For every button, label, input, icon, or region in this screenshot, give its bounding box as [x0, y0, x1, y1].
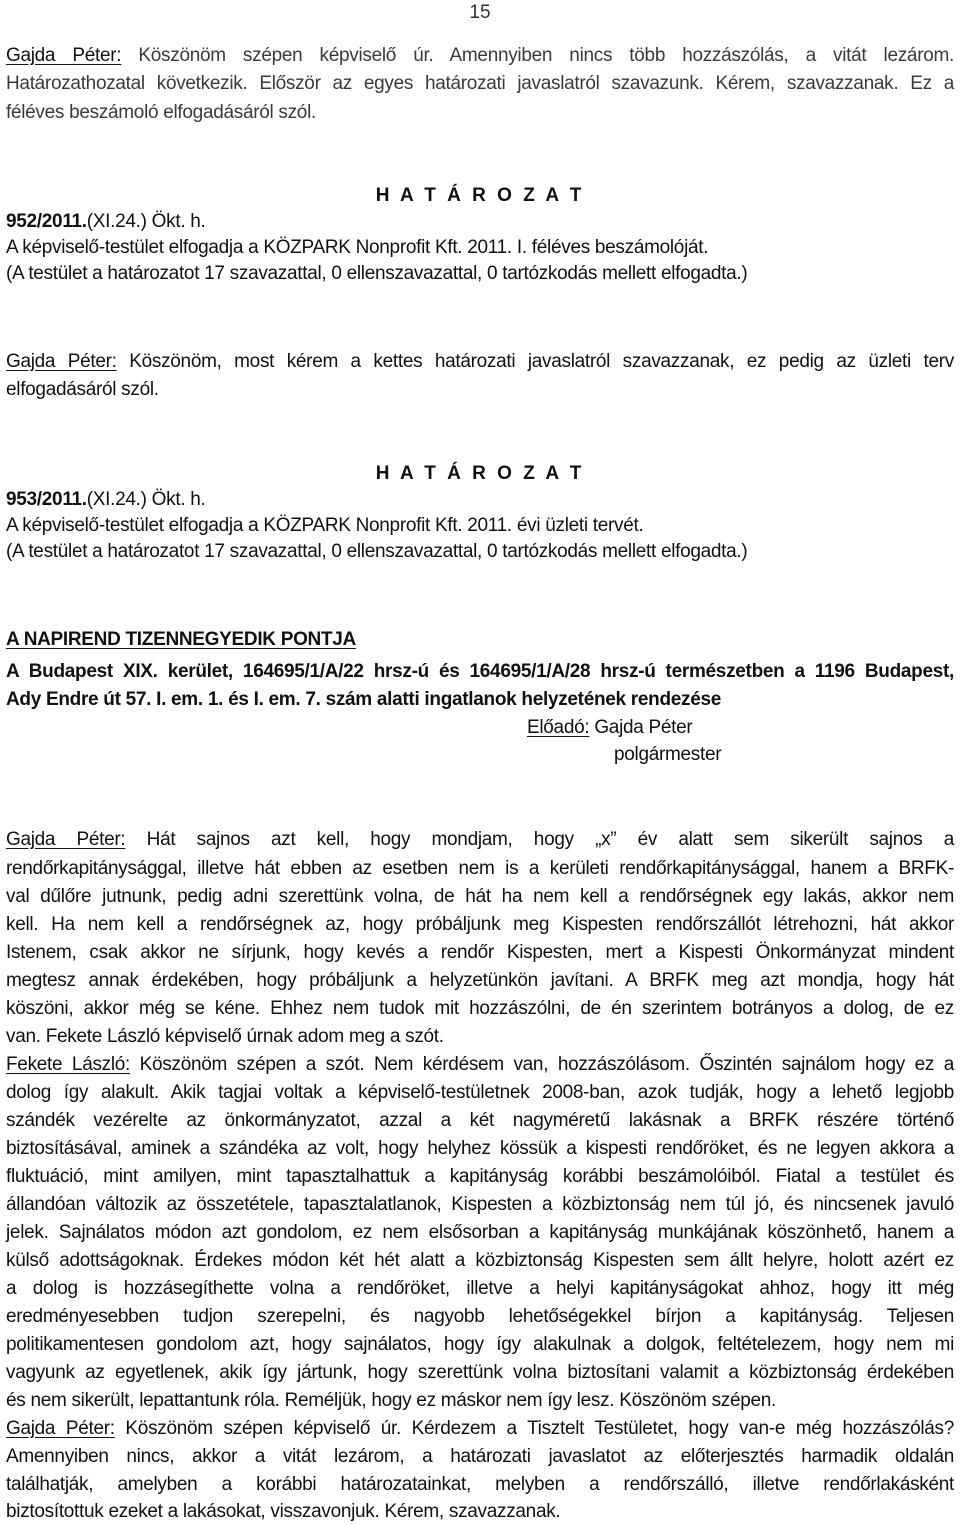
- page-number: 15: [469, 2, 491, 23]
- paragraph-line: szándék vezérelte az önkormányzatot, azzal a két nagyméretű lakásnak a BRFK részére történő: [6, 1110, 954, 1131]
- paragraph-line: elfogadásáról szól.: [6, 379, 159, 400]
- agenda-subject: A Budapest XIX. kerület, 164695/1/A/22 hrsz-ú és 164695/1/A/28 hrsz-ú természetben a 1196 Budapest,: [6, 661, 954, 682]
- speaker-name: Gajda Péter:: [6, 351, 117, 372]
- resolution-number: [6, 488, 954, 512]
- paragraph-line: köszöni, akkor még se kéne. Ehhez nem tudok mit hozzászólni, de én szerintem botrányos a dolog, de ez: [6, 998, 954, 1019]
- paragraph-line: van. Fekete László képviselő úrnak adom meg a szót.: [6, 1026, 444, 1047]
- paragraph-line: Istenem, csak akkor ne sírjunk, hogy kevés a rendőr Kispesten, mert a Kispesti Önkormányzat mindent: [6, 942, 954, 963]
- resolution-heading: H A T Á R O Z A T: [375, 185, 585, 206]
- paragraph-line: dolog így alakult. Akik tagjai voltak a képviselő-testületnek 2008-ban, azok tudják, hogy a lehető legjobb: [6, 1082, 954, 1103]
- paragraph-line: rendőrkapitánysággal, illetve hát ebben az esetben nem is a kerületi rendőrkapitánysággal, hanem a BRFK-: [6, 858, 954, 879]
- paragraph-line: politikamentesen gondolom azt, hogy sajnálatos, hogy így alakulnak a dolgok, feltételezem, hogy nem mi: [6, 1334, 954, 1355]
- resolution-number-main: 952/2011.: [6, 211, 87, 232]
- agenda-title: [6, 628, 954, 652]
- resolution-vote: (A testület a határozatot 17 szavazattal, 0 ellenszavazattal, 0 tartózkodás mellett elfogadta.): [6, 263, 748, 284]
- paragraph-line: a dolog is hozzásegíthette volna a rendőröket, illetve a helyi kapitányságokat ahhoz, hogy itt még: [6, 1278, 954, 1299]
- paragraph-line: jelek. Sajnálatos módon azt gondolom, ez nem elsősorban a kapitányság munkájának köszönhető, hanem a: [6, 1222, 954, 1243]
- resolution-number-main: 953/2011.: [6, 489, 87, 510]
- presenter-name: Gajda Péter: [589, 717, 693, 738]
- paragraph-line: fluktuáció, mint amilyen, mint tapasztalhattuk a kapitányság korábbi beszámolóiból. Fiatal a testület és: [6, 1166, 954, 1187]
- resolution-vote: (A testület a határozatot 17 szavazattal, 0 ellenszavazattal, 0 tartózkodás mellett elfogadta.): [6, 541, 748, 562]
- presenter-label: Előadó:: [527, 717, 590, 738]
- paragraph-line: kell. Ha nem kell a rendőrségnek az, hogy próbáljunk meg Kispesten rendőrszállót létrehozni, hát akkor: [6, 914, 954, 935]
- paragraph-line: féléves beszámoló elfogadásáról szól.: [6, 102, 316, 123]
- agenda-title-text: A NAPIREND TIZENNEGYEDIK PONTJA: [6, 629, 356, 650]
- paragraph-line: biztosítottuk ezeket a lakásokat, visszavonjuk. Kérem, szavazzanak.: [6, 1501, 561, 1522]
- speech-text: Köszönöm szépen képviselő úr. Kérdezem a Tisztelt Testületet, hogy van-e még hozzászólás?: [114, 1418, 955, 1439]
- speaker-name: Gajda Péter:: [6, 1418, 115, 1439]
- paragraph-line: val dűlőre jutnunk, pedig adni szerettünk volna, de hát ha nem kell a rendőrségnek egy lakás, akkor nem: [6, 886, 954, 907]
- paragraph-line: megtesz annak érdekében, hogy próbáljunk a helyzetünkön javítani. A BRFK meg azt mondja, hogy hát: [6, 970, 954, 991]
- paragraph-line: Határozathozatal következik. Először az egyes határozati javaslatról szavazunk. Kérem, szavazzanak. Ez a: [6, 73, 954, 94]
- paragraph-line: találhatják, amelyben a korábbi határozatainkat, melyben a rendőrszálló, illetve rendőrlakásként: [6, 1474, 954, 1495]
- speech-text: Köszönöm szépen a szót. Nem kérdésem van, hozzászólásom. Őszintén sajnálom hogy ez a: [130, 1054, 954, 1075]
- resolution-text: A képviselő-testület elfogadja a KÖZPARK Nonprofit Kft. 2011. évi üzleti tervét.: [6, 515, 644, 536]
- presenter-title: polgármester: [614, 744, 722, 765]
- resolution-number-suffix: (XI.24.) Ökt. h.: [86, 211, 206, 232]
- paragraph-line: állandóan változik az összetétele, tapasztalatlanok, Kispesten a közbiztonság nem túl jó, és nincsenek javuló: [6, 1194, 954, 1215]
- speaker-name: Gajda Péter:: [6, 829, 126, 850]
- speaker-name: Fekete László:: [6, 1054, 131, 1075]
- speech-text: Köszönöm szépen képviselő úr. Amennyiben nincs több hozzászólás, a vitát lezárom.: [121, 45, 954, 66]
- resolution-heading: H A T Á R O Z A T: [375, 463, 585, 484]
- resolution-number: [6, 210, 954, 234]
- presenter: [527, 716, 947, 740]
- paragraph-line: vagyunk az egyetlenek, akik így jártunk, hogy szerettünk volna biztosítani valamit a közbiztonság érdekében: [6, 1362, 954, 1383]
- paragraph-line: külső adottságoknak. Érdekes módon két hét alatt a közbiztonság Kispesten sem állt helyre, holott azért ez: [6, 1250, 954, 1271]
- paragraph-line: [6, 1417, 954, 1441]
- paragraph-line: [6, 828, 954, 852]
- speech-text: Hát sajnos azt kell, hogy mondjam, hogy „x” év alatt sem sikerült sajnos a: [125, 829, 954, 850]
- paragraph-line: [6, 350, 954, 374]
- paragraph-line: [6, 1053, 954, 1077]
- agenda-subject: Ady Endre út 57. I. em. 1. és I. em. 7. szám alatti ingatlanok helyzetének rendezése: [6, 689, 722, 710]
- speaker-name: Gajda Péter:: [6, 45, 122, 66]
- speech-text: Köszönöm, most kérem a kettes határozati javaslatról szavazzanak, ez pedig az üzleti terv: [116, 351, 954, 372]
- resolution-text: A képviselő-testület elfogadja a KÖZPARK Nonprofit Kft. 2011. I. féléves beszámolóját.: [6, 237, 709, 258]
- paragraph-line: Amennyiben nincs, akkor a vitát lezárom, a határozati javaslatot az előterjesztés harmadik oldalán: [6, 1446, 954, 1467]
- resolution-number-suffix: (XI.24.) Ökt. h.: [86, 489, 206, 510]
- paragraph-line: [6, 44, 954, 68]
- paragraph-line: eredményesebben tudjon szerepelni, és nagyobb lehetőségekkel bírjon a kapitányság. Teljesen: [6, 1306, 954, 1327]
- paragraph-line: és nem sikerült, lepattantunk róla. Reméljük, hogy ez máskor nem így lesz. Köszönöm szépen.: [6, 1390, 777, 1411]
- paragraph-line: biztosításával, aminek a szándéka az volt, hogy helyhez kössük a kispesti rendőröket, és ne legyen akkora a: [6, 1138, 954, 1159]
